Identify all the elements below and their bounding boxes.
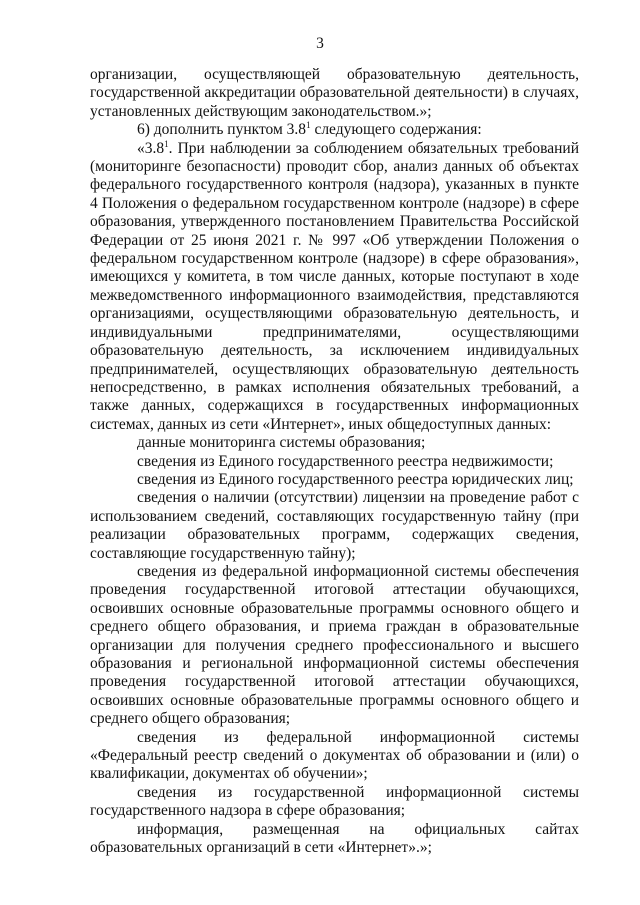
- list-item-state-secret-license: сведения о наличии (отсутствии) лицензии на проведение работ с использованием сведений, составляющих государственную тайну (при реализации образовательных программ, содержащих сведения, составляющие государственную тайну);: [90, 489, 579, 562]
- list-item-official-websites: информация, размещенная на официальных сайтах образовательных организаций в сети «Интернет».»;: [90, 820, 579, 857]
- list-item-legal-entities-registry: сведения из Единого государственного реестра юридических лиц;: [137, 470, 574, 488]
- list-item-monitoring-data: данные мониторинга системы образования;: [137, 434, 426, 452]
- document-body: [90, 66, 579, 857]
- list-item-state-supervision-system: сведения из государственной информационной системы государственного надзора в сфере образования;: [90, 783, 579, 820]
- list-item-exam-information-system: сведения из федеральной информационной системы обеспечения проведения государственной итоговой аттестации обучающихся, освоивших основные образовательные программы основного общего и среднего общего образования, и приема граждан в образовательные организации для получения среднего профессионального и высшего образования и региональной информационной системы обеспечения проведения государственной итоговой аттестации обучающихся, освоивших основные образовательные программы основного общего и среднего общего образования;: [90, 562, 579, 728]
- amendment-intro-text: 6) дополнить пунктом 3.8: [137, 121, 307, 139]
- clause-number: «3.8: [137, 139, 165, 157]
- amendment-intro-text-end: следующего содержания:: [310, 121, 482, 139]
- superscript: 1: [164, 138, 169, 149]
- paragraph-accreditation-end: организации, осуществляющей образовательную деятельность, государственной аккредитации образовательной деятельности) в случаях, установленных действующим законодательством.»;: [90, 66, 579, 120]
- clause-text: . При наблюдении за соблюдением обязательных требований (мониторинге безопасности) проводит сбор, анализ данных об объектах федерального государственного контроля (надзора), указанных в пункте 4 Положения о федеральном государственном контроле (надзоре) в сфере образования, утвержденного постановлением Правительства Российской Федерации от 25 июня 2021 г. № 997 «Об утверждении Положения о федеральном государственном контроле (надзоре) в сфере образования», имеющихся у комитета, в том числе данных, которые поступают в ходе межведомственного информационного взаимодействия, представляются организациями, осуществляющими образовательную деятельность, и индивидуальными предпринимателями, осуществляющими образовательную деятельность, за исключением индивидуальных предпринимателей, осуществляющих образовательную деятельность непосредственно, в рамках исполнения обязательных требований, а также данных, содержащихся в государственных информационных системах, данных из сети «Интернет», иных общедоступных данных:: [90, 139, 579, 433]
- page-number: 3: [316, 35, 324, 52]
- paragraph-clause-3-8-1: [90, 140, 579, 435]
- list-item-education-documents-registry: сведения из федеральной информационной системы «Федеральный реестр сведений о документах об образовании и (или) о квалификации, документах об обучении»;: [90, 728, 579, 783]
- superscript: 1: [306, 120, 311, 131]
- list-item-real-estate-registry: сведения из Единого государственного реестра недвижимости;: [137, 452, 554, 470]
- paragraph-amendment-intro: [90, 121, 579, 139]
